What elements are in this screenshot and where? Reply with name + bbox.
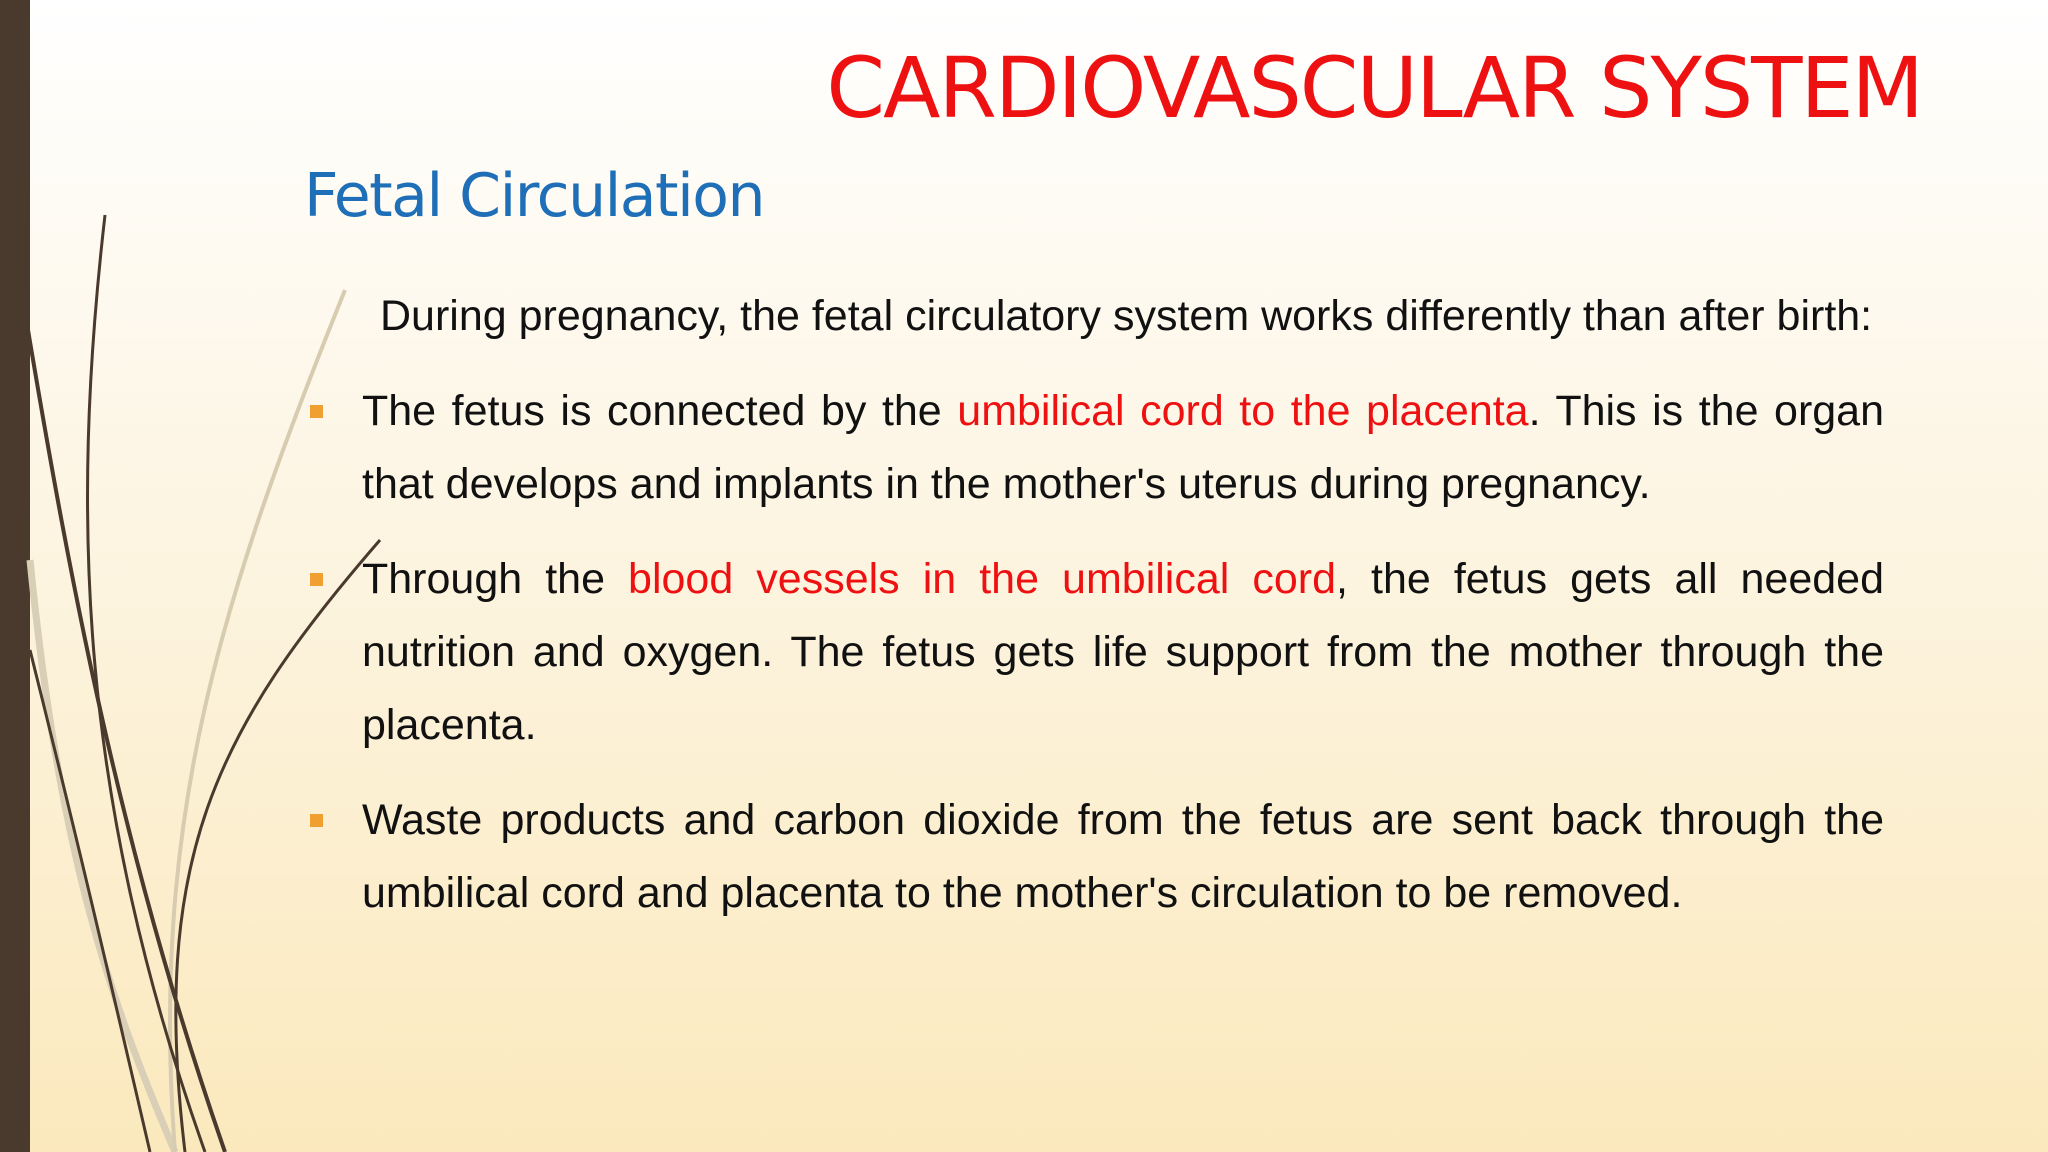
bullet-text: , the fetus gets all needed nutrition and oxygen. The fetus gets life support from the mother through the placenta. [362,555,1884,749]
bullet-text: Waste products and carbon dioxide from the fetus are sent back through the umbilical cord and placenta to the mother's circulation to be removed. [362,796,1884,917]
bullet-list [304,375,1884,930]
slide-title: CARDIOVASCULAR SYSTEM [826,39,1922,137]
bullet-text: The fetus is connected by the [362,387,958,435]
bullet-text: . This is the organ that develops and implants in the mother's uterus during pregnancy. [362,387,1885,508]
bullet-highlight: blood vessels in the umbilical cord [628,555,1337,603]
square-bullet-icon [310,814,323,827]
square-bullet-icon [310,405,323,418]
curve-light-1 [30,560,175,1152]
bullet-item [304,784,1884,930]
slide-subtitle: Fetal Circulation [304,161,764,231]
curve-dark-2 [88,215,205,1152]
bullet-text: Through the [362,555,629,603]
bullet-item [304,543,1884,762]
bullet-highlight: umbilical cord to the placenta [957,387,1529,435]
bullet-item [304,375,1884,521]
slide-content [304,280,1884,952]
square-bullet-icon [310,573,323,586]
intro-paragraph: During pregnancy, the fetal circulatory system works differently than after birth: [380,292,1873,340]
